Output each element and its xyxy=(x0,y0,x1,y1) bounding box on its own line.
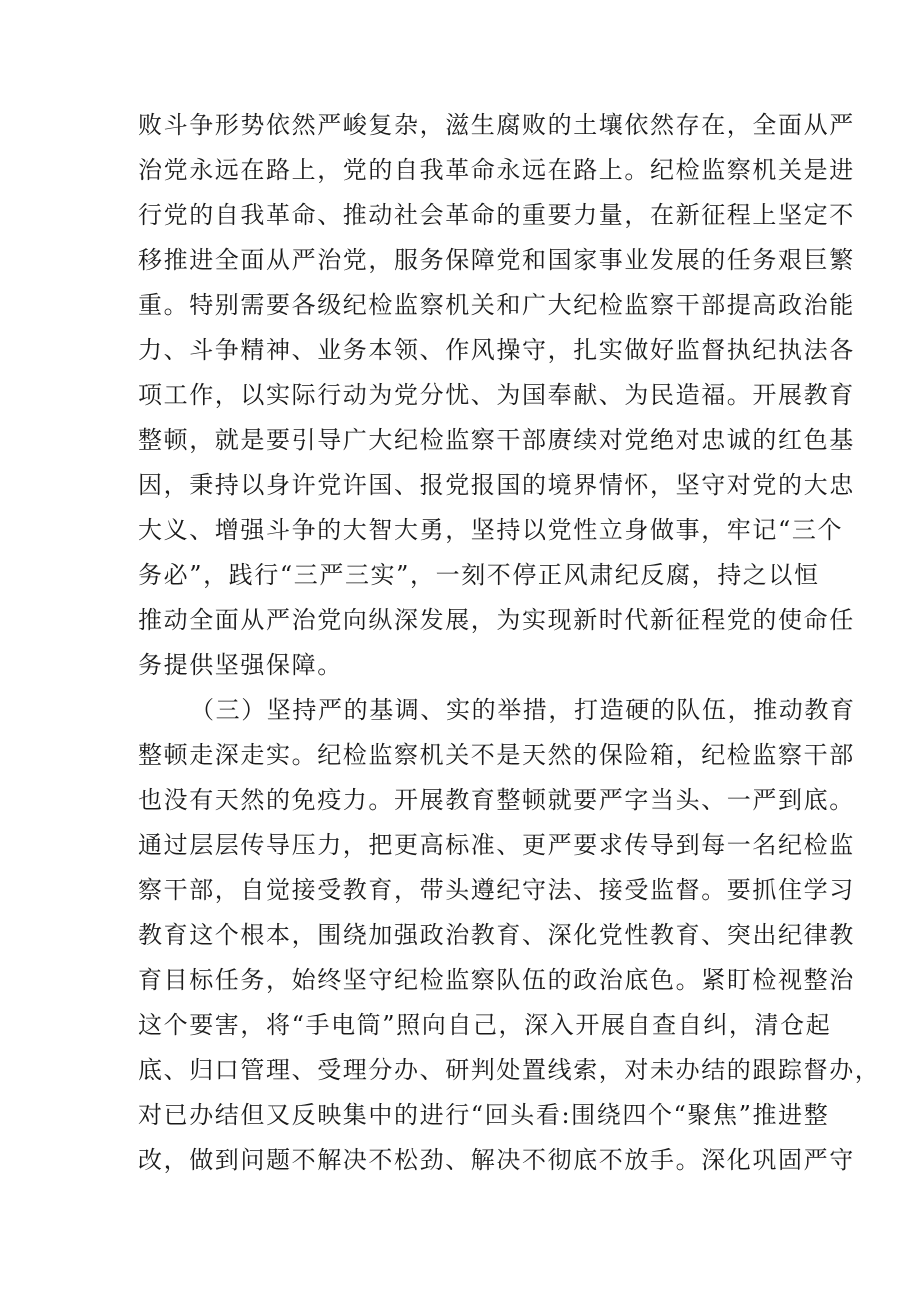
text-line: 通过层层传导压力，把更高标准、更严要求传导到每一名纪检监 xyxy=(138,831,855,859)
paragraph xyxy=(138,688,881,1183)
text-line: 项工作，以实际行动为党分忧、为国奉献、为民造福。开展教育 xyxy=(138,381,855,409)
text-line: （三）坚持严的基调、实的举措，打造硬的队伍，推动教育 xyxy=(190,696,856,724)
text-line: 对已办结但又反映集中的进行“回头看:围绕四个“聚焦”推进整 xyxy=(138,1101,830,1129)
document-body xyxy=(138,103,881,1183)
text-line: 整顿走深走实。纪检监察机关不是天然的保险箱，纪检监察干部 xyxy=(138,741,855,769)
text-line: 察干部，自觉接受教育，带头遵纪守法、接受监督。要抓住学习 xyxy=(138,876,855,904)
text-line: 因，秉持以身许党许国、报党报国的境界情怀，坚守对党的大忠 xyxy=(138,471,855,499)
text-line: 务必”，践行“三严三实”，一刻不停正风肃纪反腐，持之以恒 xyxy=(138,561,820,589)
text-line: 整顿，就是要引导广大纪检监察干部赓续对党绝对忠诚的红色基 xyxy=(138,426,855,454)
text-line: 底、归口管理、受理分办、研判处置线索，对未办结的跟踪督办， xyxy=(138,1056,881,1084)
text-line: 教育这个根本，围绕加强政治教育、深化党性教育、突出纪律教 xyxy=(138,921,855,949)
text-line: 败斗争形势依然严峻复杂，滋生腐败的土壤依然存在，全面从严 xyxy=(138,111,855,139)
text-line: 移推进全面从严治党，服务保障党和国家事业发展的任务艰巨繁 xyxy=(138,246,855,274)
text-line: 改，做到问题不解决不松劲、解决不彻底不放手。深化巩固严守 xyxy=(138,1146,855,1174)
paragraph xyxy=(138,103,855,688)
text-line: 大义、增强斗争的大智大勇，坚持以党性立身做事，牢记“三个 xyxy=(138,516,844,544)
text-line: 育目标任务，始终坚守纪检监察队伍的政治底色。紧盯检视整治 xyxy=(138,966,855,994)
text-line: 行党的自我革命、推动社会革命的重要力量，在新征程上坚定不 xyxy=(138,201,855,229)
text-line: 力、斗争精神、业务本领、作风操守，扎实做好监督执纪执法各 xyxy=(138,336,855,364)
text-line: 务提供坚强保障。 xyxy=(138,651,343,679)
text-line: 也没有天然的免疫力。开展教育整顿就要严字当头、一严到底。 xyxy=(138,786,855,814)
text-line: 这个要害，将“手电筒”照向自己，深入开展自查自纠，清仓起 xyxy=(138,1011,832,1039)
text-line: 治党永远在路上，党的自我革命永远在路上。纪检监察机关是进 xyxy=(138,156,855,184)
text-line: 重。特别需要各级纪检监察机关和广大纪检监察干部提高政治能 xyxy=(138,291,855,319)
text-line: 推动全面从严治党向纵深发展，为实现新时代新征程党的使命任 xyxy=(138,606,855,634)
